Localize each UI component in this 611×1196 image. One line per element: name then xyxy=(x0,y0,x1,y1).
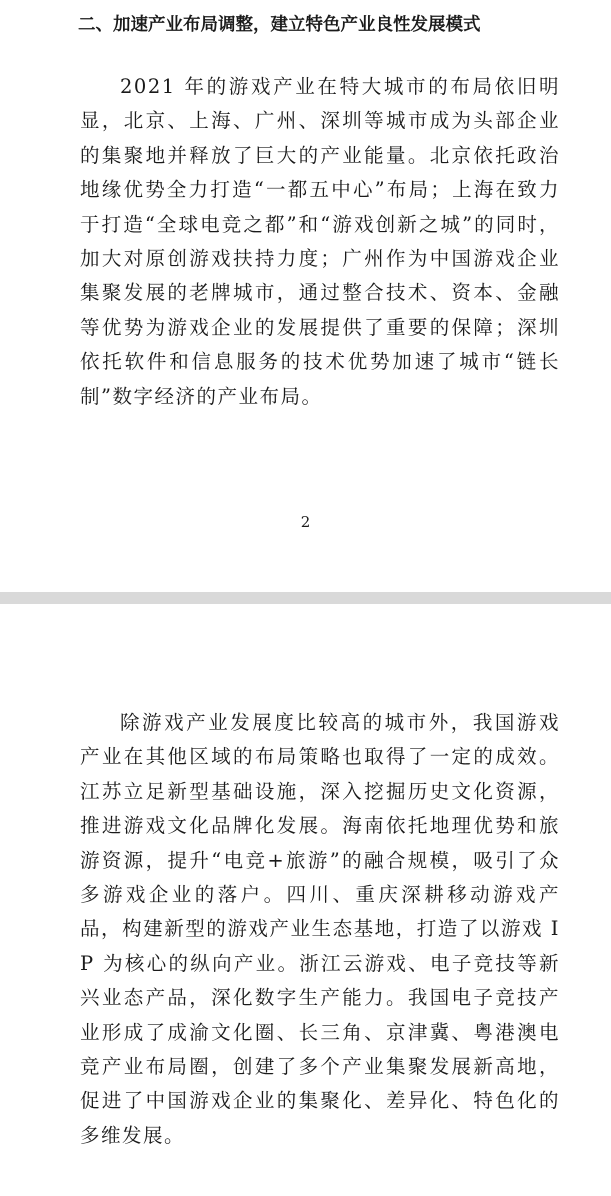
body-paragraph-2: 除游戏产业发展度比较高的城市外，我国游戏产业在其他区域的布局策略也取得了一定的成效。江苏立足新型基础设施，深入挖掘历史文化资源，推进游戏文化品牌化发展。海南依托地理优势和旅游资源，提升“电竞+旅游”的融合规模，吸引了众多游戏企业的落户。四川、重庆深耕移动游戏产品，构建新型的游戏产业生态基地，打造了以游戏 IP 为核心的纵向产业。浙江云游戏、电子竞技等新兴业态产品，深化数字生产能力。我国电子竞技产业形成了成渝文化圈、长三角、京津冀、粤港澳电竞产业布局圈，创建了多个产业集聚发展新高地，促进了中国游戏企业的集聚化、差异化、特色化的多维发展。 xyxy=(80,711,560,1147)
page-number: 2 xyxy=(300,513,311,531)
document-page-2 xyxy=(0,604,611,1196)
body-paragraph-1: 2021 年的游戏产业在特大城市的布局依旧明显，北京、上海、广州、深圳等城市成为头部企业的集聚地并释放了巨大的产业能量。北京依托政治地缘优势全力打造“一都五中心”布局；上海在致力于打造“全球电竞之都”和“游戏创新之城”的同时，加大对原创游戏扶持力度；广州作为中国游戏企业集聚发展的老牌城市，通过整合技术、资本、金融等优势为游戏企业的发展提供了重要的保障；深圳依托软件和信息服务的技术优势加速了城市“链长制”数字经济的产业布局。 xyxy=(80,75,560,408)
document-page-1 xyxy=(0,0,611,592)
page-separator xyxy=(0,592,611,604)
section-heading: 二、加速产业布局调整，建立特色产业良性发展模式 xyxy=(78,15,481,35)
